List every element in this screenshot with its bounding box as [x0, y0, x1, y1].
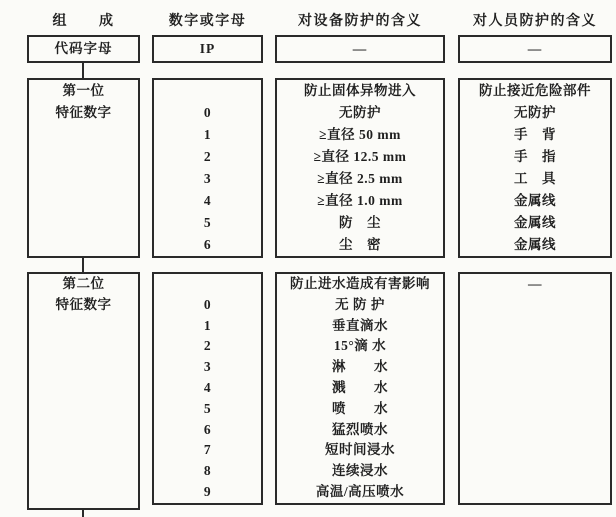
line: 溅 水: [332, 379, 388, 395]
line: ≥直径 2.5 mm: [317, 171, 403, 186]
line: 手 背: [514, 127, 556, 142]
line: 无防护: [514, 105, 556, 120]
line: —: [528, 276, 542, 291]
line: 防止固体异物进入: [304, 83, 416, 98]
first-numeral-persons-box: [458, 78, 612, 258]
line: 喷 水: [332, 400, 388, 416]
second-numeral-persons-box: [458, 272, 612, 505]
line: 2: [203, 149, 212, 164]
line: 1: [203, 127, 212, 142]
line: 0: [203, 296, 212, 312]
line: 1: [203, 317, 212, 333]
line: [154, 274, 261, 295]
code-letters-label-box: 代码字母: [27, 35, 140, 63]
line: 工 具: [514, 171, 556, 186]
line: 防 尘: [339, 215, 381, 230]
line: 5: [203, 215, 212, 230]
line: 金属线: [514, 237, 556, 252]
line: ≥直径 12.5 mm: [313, 149, 407, 164]
first-numeral-label-box: [27, 78, 140, 258]
line: 垂直滴水: [332, 317, 388, 333]
line: 金属线: [514, 193, 556, 208]
line: 8: [203, 463, 212, 479]
line: 第一位: [62, 83, 105, 98]
code-letters-persons-dash-box: —: [458, 35, 612, 63]
code-letters-equipment-dash-box: —: [275, 35, 445, 63]
line: 短时间浸水: [325, 442, 395, 458]
first-numeral-digits-box: [152, 78, 263, 258]
second-numeral-digits-box: [152, 272, 263, 505]
line: 2: [203, 338, 212, 354]
ip-code-box: IP: [152, 35, 263, 63]
first-numeral-equipment-box: [275, 78, 445, 258]
line: ≥直径 1.0 mm: [317, 193, 403, 208]
line: 3: [203, 171, 212, 186]
line: 防止接近危险部件: [479, 83, 591, 98]
connector-line: [82, 63, 84, 78]
column-header-persons-meaning: 对人员防护的含义: [473, 14, 597, 29]
line: ≥直径 50 mm: [319, 127, 401, 142]
column-header-equipment-meaning: 对设备防护的含义: [298, 14, 422, 29]
line: 3: [203, 359, 212, 375]
line: 金属线: [514, 215, 556, 230]
column-header-numerals-or-letters: 数字或字母: [168, 14, 247, 29]
line: 无 防 护: [335, 296, 385, 312]
line: 6: [203, 237, 212, 252]
second-numeral-equipment-box: [275, 272, 445, 505]
line: 猛烈喷水: [332, 421, 388, 437]
line: 7: [203, 442, 212, 458]
line: 特征数字: [55, 296, 112, 312]
line: [154, 80, 261, 102]
line: 连续浸水: [332, 463, 388, 479]
line: 第二位: [62, 276, 105, 291]
second-numeral-label-box: [27, 272, 140, 510]
column-header-composition: 组 成: [52, 14, 115, 29]
line: 尘 密: [339, 237, 381, 252]
line: 4: [203, 193, 212, 208]
line: 高温/高压喷水: [315, 483, 405, 499]
line: 无防护: [339, 105, 381, 120]
line: 4: [203, 379, 212, 395]
line: 15°滴 水: [333, 338, 387, 354]
line: 淋 水: [332, 359, 388, 375]
line: 5: [203, 400, 212, 416]
line: 9: [203, 483, 212, 499]
line: 手 指: [514, 149, 556, 164]
line: 0: [203, 105, 212, 120]
connector-line: [82, 510, 84, 517]
line: 6: [203, 421, 212, 437]
connector-line: [82, 258, 84, 272]
line: 特征数字: [55, 105, 112, 120]
line: 防止进水造成有害影响: [290, 276, 430, 291]
